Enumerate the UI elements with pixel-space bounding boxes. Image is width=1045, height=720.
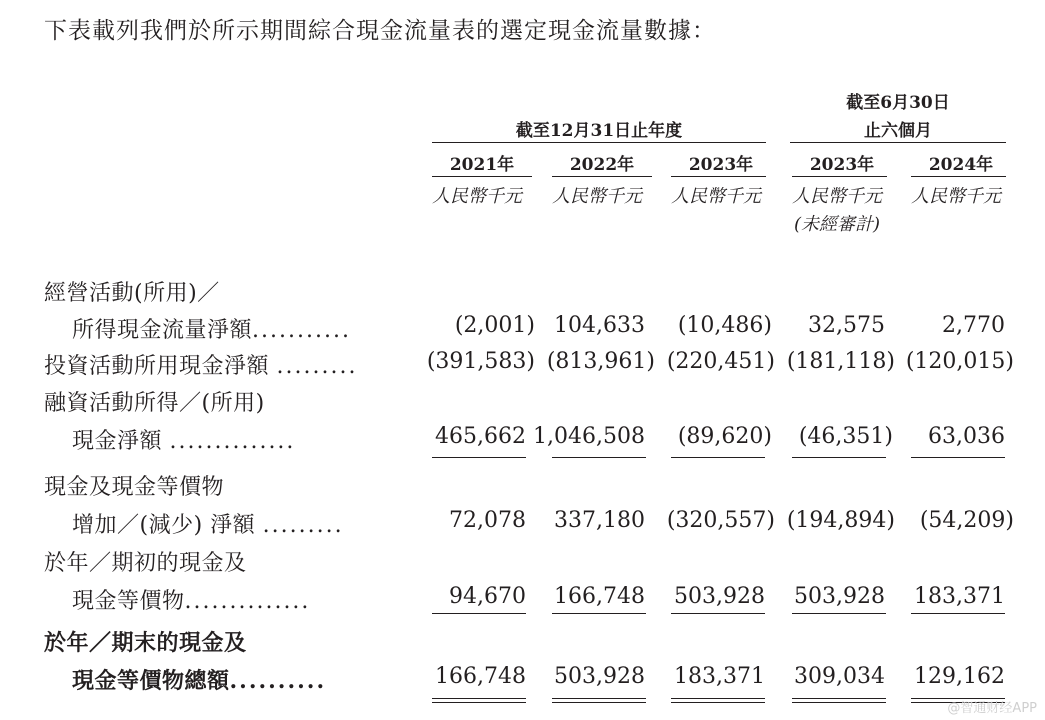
- subtotal-rule-2022: [552, 457, 646, 458]
- subtotal-rule-2023: [671, 457, 765, 458]
- row-financing-value-2023-h1: (46,351): [798, 424, 893, 449]
- row-financing-label-line1: 融資活動所得／(所用): [44, 391, 265, 416]
- row-investing-value-2024-h1: (120,015): [905, 349, 1014, 374]
- leader-dots: ..............: [184, 589, 311, 614]
- row-investing-value-2021: (391,583): [426, 349, 535, 374]
- row-operating-label-line2: [72, 313, 351, 344]
- row-closing-cash-value-2023-h1: 309,034: [794, 664, 885, 689]
- row-operating-value-2023: (10,486): [677, 313, 772, 338]
- row-net-change-value-2023-h1: (194,894): [786, 508, 895, 533]
- row-investing-label-text: 投資活動所用現金淨額: [44, 354, 270, 379]
- subtotal-rule-2024-h1: [911, 457, 1005, 458]
- total-double-rule-2022: [552, 698, 646, 703]
- row-closing-cash-value-2024-h1: 129,162: [914, 664, 1005, 689]
- year-rule-3: [671, 176, 766, 177]
- row-operating-label-line1: 經營活動(所用)／: [44, 281, 220, 306]
- row-financing-value-2022: 1,046,508: [533, 424, 645, 449]
- year-header-2023: 2023年: [688, 155, 754, 175]
- row-opening-cash-label-text: 現金等價物: [72, 589, 185, 614]
- row-closing-cash-label-line1: 於年／期末的現金及: [44, 630, 247, 656]
- row-financing-value-2023: (89,620): [677, 424, 772, 449]
- row-net-change-value-2021: 72,078: [449, 508, 526, 533]
- row-financing-label-text: 現金淨額: [72, 429, 163, 454]
- subtotal-rule-2022: [552, 613, 646, 614]
- unit-2024-h1: 人民幣千元: [911, 186, 1001, 207]
- unit-2021: 人民幣千元: [432, 186, 522, 207]
- subtotal-rule-2021: [432, 613, 526, 614]
- leader-dots: ..........: [229, 668, 327, 694]
- row-net-change-label-text: 增加／(減少) 淨額: [72, 513, 256, 538]
- row-closing-cash-label-line2: [72, 664, 326, 695]
- leader-dots: ...........: [252, 318, 351, 343]
- row-net-change-value-2024-h1: (54,209): [919, 508, 1014, 533]
- row-operating-label-text: 所得現金流量淨額: [72, 318, 253, 343]
- watermark: @智通财经APP: [947, 701, 1037, 716]
- unit-2023: 人民幣千元: [671, 186, 761, 207]
- subtotal-rule-2023-h1: [792, 613, 886, 614]
- year-rule-2: [552, 176, 652, 177]
- leader-dots: .........: [262, 513, 344, 538]
- group-rule-half: [790, 142, 1006, 143]
- year-header-2024-h1: 2024年: [928, 155, 994, 175]
- subtotal-rule-2021: [432, 457, 526, 458]
- year-rule-5: [911, 176, 1006, 177]
- year-header-2021: 2021年: [449, 155, 515, 175]
- row-operating-value-2022: 104,633: [554, 313, 645, 338]
- row-financing-value-2024-h1: 63,036: [928, 424, 1005, 449]
- group-header-annual: 截至12月31日止年度: [515, 121, 683, 141]
- row-operating-value-2023-h1: 32,575: [808, 313, 885, 338]
- intro-text: 下表載列我們於所示期間綜合現金流量表的選定現金流量數據：: [44, 18, 716, 44]
- row-net-change-value-2022: 337,180: [554, 508, 645, 533]
- row-closing-cash-label-text: 現金等價物總額: [72, 668, 230, 694]
- unit-2022: 人民幣千元: [552, 186, 642, 207]
- row-investing-value-2023: (220,451): [666, 349, 775, 374]
- subtotal-rule-2023: [671, 613, 765, 614]
- subtotal-rule-2023-h1: [792, 457, 886, 458]
- year-rule-1: [432, 176, 532, 177]
- unaudited-note: (未經審計): [793, 214, 881, 235]
- total-double-rule-2023-h1: [792, 698, 886, 703]
- row-net-change-label-line1: 現金及現金等價物: [44, 475, 225, 500]
- total-double-rule-2023: [671, 698, 765, 703]
- group-rule-annual: [432, 142, 766, 143]
- row-opening-cash-label-line2: [72, 584, 310, 615]
- group-header-half-line1: 截至6月30日: [846, 93, 950, 113]
- year-header-2023-h1: 2023年: [809, 155, 875, 175]
- row-financing-label-line2: [72, 424, 295, 455]
- row-opening-cash-label-line1: 於年／期初的現金及: [44, 551, 247, 576]
- row-opening-cash-value-2023: 503,928: [674, 584, 765, 609]
- row-closing-cash-value-2022: 503,928: [554, 664, 645, 689]
- total-double-rule-2021: [432, 698, 526, 703]
- row-operating-value-2021: (2,001): [454, 313, 535, 338]
- year-rule-4: [792, 176, 887, 177]
- row-opening-cash-value-2021: 94,670: [449, 584, 526, 609]
- group-header-half-line2: 止六個月: [864, 121, 932, 141]
- row-closing-cash-value-2023: 183,371: [674, 664, 765, 689]
- row-closing-cash-value-2021: 166,748: [435, 664, 526, 689]
- row-investing-label: [44, 349, 357, 380]
- row-opening-cash-value-2024-h1: 183,371: [914, 584, 1005, 609]
- leader-dots: ..............: [169, 429, 296, 454]
- row-opening-cash-value-2023-h1: 503,928: [794, 584, 885, 609]
- row-net-change-value-2023: (320,557): [666, 508, 775, 533]
- row-financing-value-2021: 465,662: [435, 424, 526, 449]
- row-investing-value-2023-h1: (181,118): [786, 349, 895, 374]
- row-investing-value-2022: (813,961): [546, 349, 655, 374]
- year-header-2022: 2022年: [569, 155, 635, 175]
- unit-2023-h1: 人民幣千元: [792, 186, 882, 207]
- subtotal-rule-2024-h1: [911, 613, 1005, 614]
- row-operating-value-2024-h1: 2,770: [942, 313, 1005, 338]
- row-opening-cash-value-2022: 166,748: [554, 584, 645, 609]
- leader-dots: .........: [276, 354, 358, 379]
- row-net-change-label-line2: [72, 508, 344, 539]
